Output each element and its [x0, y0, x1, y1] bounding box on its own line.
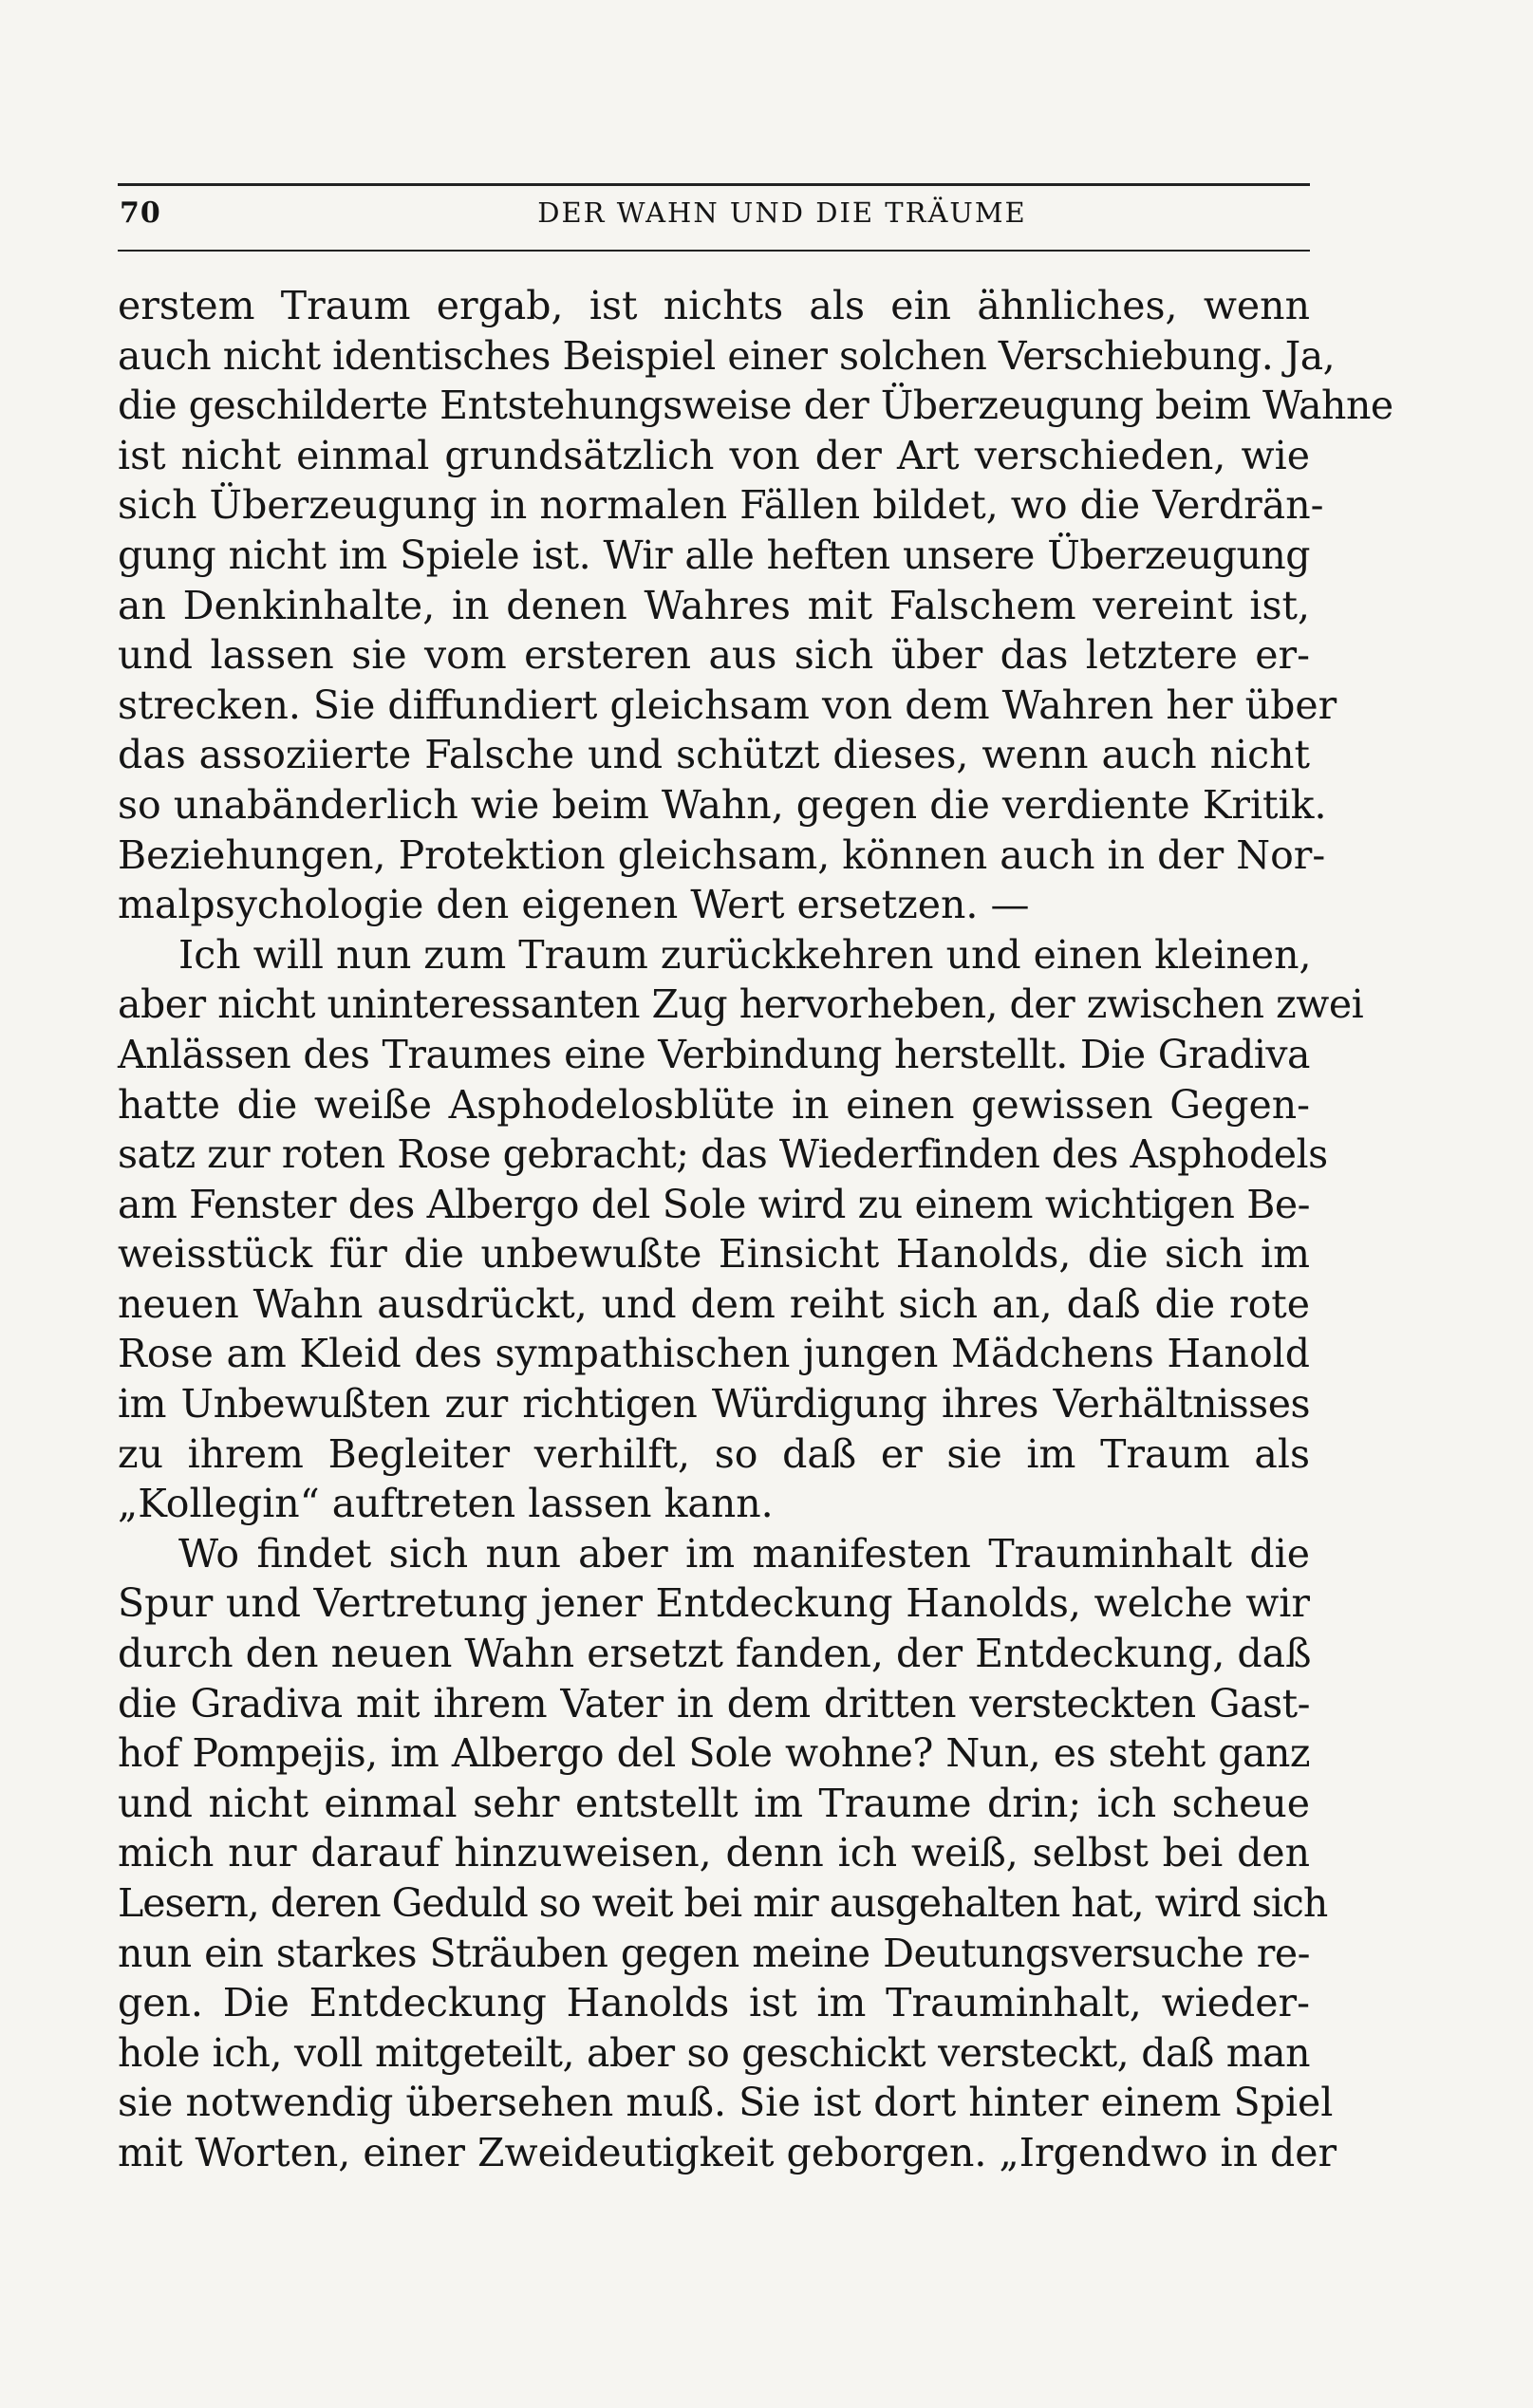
text-line-22: Rose am Kleid des sympathischen jungen Mädchens Hanold — [118, 1331, 1310, 1377]
text-line-3: die geschilderte Entstehungsweise der Überzeugung beim Wahne — [118, 383, 1393, 429]
text-line-33: Lesern, deren Geduld so weit bei mir ausgehalten hat, wird sich — [118, 1880, 1328, 1926]
text-line-28: durch den neuen Wahn ersetzt fanden, der Entdeckung, daß — [118, 1631, 1312, 1677]
text-line-27: Spur und Vertretung jener Entdeckung Hanolds, welche wir — [118, 1580, 1310, 1627]
body-text — [118, 281, 1393, 2175]
text-line-19: am Fenster des Albergo del Sole wird zu einem wichtigen Be- — [118, 1181, 1310, 1227]
text-line-38: mit Worten, einer Zweideutigkeit geborgen. „Irgendwo in der — [118, 2129, 1337, 2175]
text-line-2: auch nicht identisches Beispiel einer solchen Verschiebung. Ja, — [118, 332, 1336, 379]
header-bottom-rule — [118, 250, 1310, 252]
text-line-5: sich Überzeugung in normalen Fällen bildet, wo die Verdrän- — [118, 482, 1324, 529]
text-line-12: Beziehungen, Protektion gleichsam, können auch in der Nor- — [118, 831, 1326, 878]
text-line-20: weisstück für die unbewußte Einsicht Hanolds, die sich im — [118, 1231, 1310, 1278]
text-line-11: so unabänderlich wie beim Wahn, gegen die verdiente Kritik. — [118, 781, 1327, 828]
text-line-29: die Gradiva mit ihrem Vater in dem dritten versteckten Gast- — [118, 1680, 1310, 1727]
text-line-31: und nicht einmal sehr entstellt im Traume drin; ich scheue — [118, 1780, 1310, 1826]
text-line-9: strecken. Sie diffundiert gleichsam von dem Wahren her über — [118, 681, 1337, 728]
text-line-8: und lassen sie vom ersteren aus sich über das letztere er- — [118, 632, 1310, 679]
text-line-30: hof Pompejis, im Albergo del Sole wohne? Nun, es steht ganz — [118, 1730, 1310, 1777]
running-title: DER WAHN UND DIE TRÄUME — [537, 196, 1027, 229]
text-line-24: zu ihrem Begleiter verhilft, so daß er sie im Traum als — [118, 1430, 1310, 1477]
text-line-25: „Kollegin“ auftreten lassen kann. — [118, 1481, 774, 1527]
text-line-17: hatte die weiße Asphodelosblüte in einen gewissen Gegen- — [118, 1081, 1310, 1128]
text-line-32: mich nur darauf hinzuweisen, denn ich weiß, selbst bei den — [118, 1830, 1310, 1876]
text-line-23: im Unbewußten zur richtigen Würdigung ihres Verhältnisses — [118, 1381, 1310, 1428]
text-line-6: gung nicht im Spiele ist. Wir alle heften unsere Überzeugung — [118, 532, 1310, 578]
text-line-37: sie notwendig übersehen muß. Sie ist dort hinter einem Spiel — [118, 2080, 1334, 2126]
text-line-7: an Denkinhalte, in denen Wahres mit Falschem vereint ist, — [118, 582, 1310, 628]
text-line-13: malpsychologie den eigenen Wert ersetzen. — — [118, 882, 1030, 928]
text-line-15: aber nicht uninteressanten Zug hervorheben, der zwischen zwei — [118, 981, 1364, 1028]
text-line-26: Wo findet sich nun aber im manifesten Trauminhalt die — [178, 1530, 1310, 1577]
page-header — [118, 176, 1310, 261]
text-line-21: neuen Wahn ausdrückt, und dem reiht sich an, daß die rote — [118, 1280, 1310, 1327]
text-line-1: erstem Traum ergab, ist nichts als ein ähnliches, wenn — [118, 283, 1310, 328]
header-top-rule — [118, 183, 1310, 186]
text-line-35: gen. Die Entdeckung Hanolds ist im Trauminhalt, wieder- — [118, 1980, 1310, 2026]
text-line-18: satz zur roten Rose gebracht; das Wiederfinden des Asphodels — [118, 1131, 1328, 1178]
text-line-14: Ich will nun zum Traum zurückkehren und einen kleinen, — [178, 931, 1312, 978]
text-line-16: Anlässen des Traumes eine Verbindung herstellt. Die Gradiva — [118, 1031, 1310, 1077]
text-line-34: nun ein starkes Sträuben gegen meine Deutungsversuche re- — [118, 1930, 1310, 1976]
text-line-36: hole ich, voll mitgeteilt, aber so geschickt versteckt, daß man — [118, 2029, 1310, 2076]
text-line-10: das assoziierte Falsche und schützt dieses, wenn auch nicht — [118, 732, 1310, 778]
page-number: 70 — [120, 196, 161, 230]
text-line-4: ist nicht einmal grundsätzlich von der Art verschieden, wie — [118, 432, 1310, 478]
